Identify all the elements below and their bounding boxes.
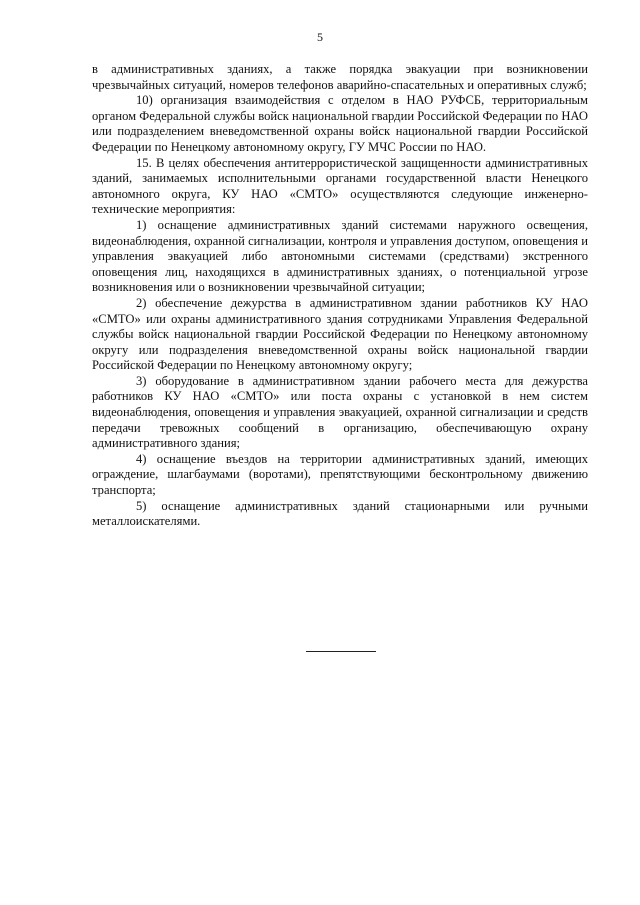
paragraph-item-2: 2) обеспечение дежурства в административном здании работников КУ НАО «СМТО» или охраны административного здания сотрудниками Управления Федеральной службы войск национальной гвардии Российской Федерации по Ненецкому автономному округу или подразделения вневедомственной охраны войск национальной гвардии Российской Федерации по Ненецкому автономному округу; xyxy=(92,295,588,373)
paragraph-item-1: 1) оснащение административных зданий системами наружного освещения, видеонаблюдения, охранной сигнализации, контроля и управления доступом, оповещения и управления эвакуацией либо автономными системами (средствами) экстренного оповещения лиц, находящихся в административных зданиях, о потенциальной угрозе возникновения или о возникновении чрезвычайной ситуации; xyxy=(92,217,588,295)
paragraph-item-3: 3) оборудование в административном здании рабочего места для дежурства работников КУ НАО «СМТО» или поста охраны с установкой в нем систем видеонаблюдения, оповещения и управления эвакуацией, охранной сигнализации и средств передачи тревожных сообщений в организацию, обеспечивающую охрану административного здания; xyxy=(92,373,588,451)
paragraph-continuation: в административных зданиях, а также порядка эвакуации при возникновении чрезвычайных ситуаций, номеров телефонов аварийно-спасательных и оперативных служб; xyxy=(92,62,588,92)
end-separator-line xyxy=(306,651,376,652)
paragraph-item-4: 4) оснащение въездов на территории административных зданий, имеющих ограждение, шлагбаумами (воротами), препятствующими бесконтрольному движению транспорта; xyxy=(92,451,588,498)
paragraph-item-5: 5) оснащение административных зданий стационарными или ручными металлоискателями. xyxy=(92,498,588,529)
page-number: 5 xyxy=(317,30,323,44)
paragraph-section-15: 15. В целях обеспечения антитеррористической защищенности административных зданий, занимаемых исполнительными органами государственной власти Ненецкого автономного округа, КУ НАО «СМТО» осуществляются следующие инженерно-технические мероприятия: xyxy=(92,155,588,217)
document-body xyxy=(92,62,588,530)
paragraph-item-10: 10) организация взаимодействия с отделом в НАО РУФСБ, территориальным органом Федеральной службы войск национальной гвардии Российской Федерации по НАО или подразделением вневедомственной охраны войск национальной гвардии Российской Федерации по Ненецкому автономному округу, ГУ МЧС России по НАО. xyxy=(92,93,588,154)
